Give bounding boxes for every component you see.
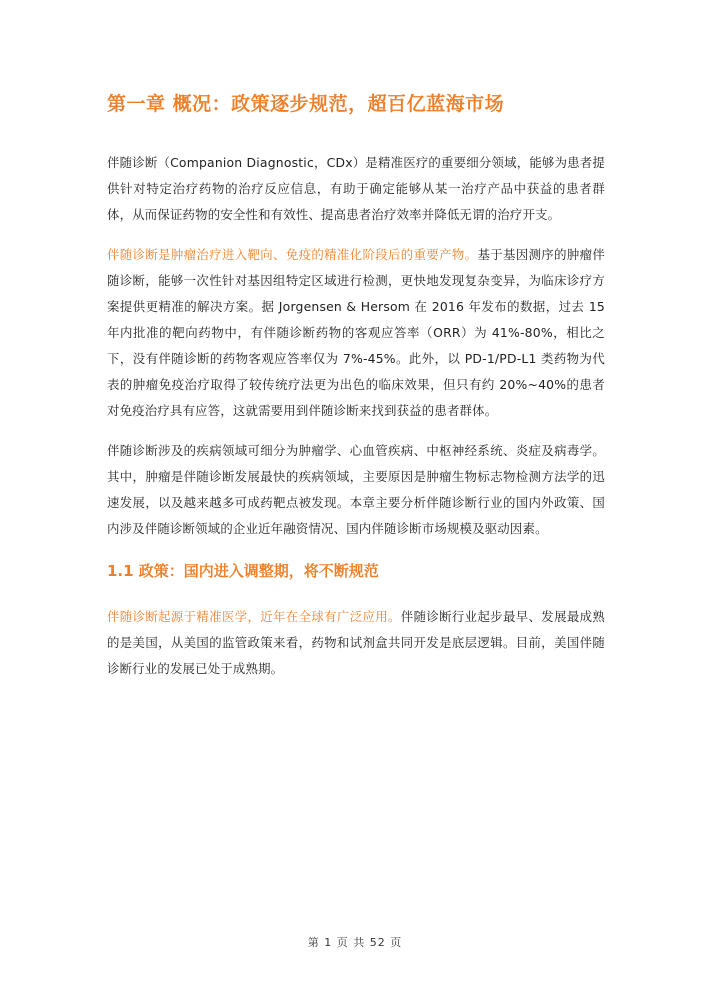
page-content — [107, 86, 605, 696]
highlight-text: 伴随诊断起源于精准医学，近年在全球有广泛应用。 — [107, 609, 401, 624]
body-text: 基于基因测序的肿瘤伴随诊断，能够一次性针对基因组特定区域进行检测，更快地发现复杂变异，为临床诊疗方案提供更精准的解决方案。据 Jorgensen & Hersom 在 2016 年发布的数据，过去 15 年内批准的靶向药物中，有伴随诊断药物的客观应答率（ORR）为 41%-80%，相比之下，没有伴随诊断的药物客观应答率仅为 7%-45%。此外，以 PD-1/PD-L1 类药物为代表的肿瘤免疫治疗取得了较传统疗法更为出色的临床效果，但只有约 20%~40%的患者对免疫治疗具有应答，这就需要用到伴随诊断来找到获益的患者群体。 — [107, 247, 605, 418]
body-text: 伴随诊断行业起步最早、发展最成熟的是美国，从美国的监管政策来看，药物和试剂盒共同开发是底层逻辑。目前，美国伴随诊断行业的发展已处于成熟期。 — [107, 609, 605, 676]
paragraph-cdx-tumor — [107, 242, 605, 424]
paragraph-disease-areas: 伴随诊断涉及的疾病领域可细分为肿瘤学、心血管疾病、中枢神经系统、炎症及病毒学。其中，肿瘤是伴随诊断发展最快的疾病领域，主要原因是肿瘤生物标志物检测方法学的迅速发展，以及越来越多可成药靶点被发现。本章主要分析伴随诊断行业的国内外政策、国内涉及伴随诊断领域的企业近年融资情况、国内伴随诊断市场规模及驱动因素。 — [107, 443, 605, 536]
paragraph-intro: 伴随诊断（Companion Diagnostic，CDx）是精准医疗的重要细分领域，能够为患者提供针对特定治疗药物的治疗反应信息，有助于确定能够从某一治疗产品中获益的患者群体，从而保证药物的安全性和有效性、提高患者治疗效率并降低无谓的治疗开支。 — [107, 155, 605, 222]
highlight-text: 伴随诊断是肿瘤治疗进入靶向、免疫的精准化阶段后的重要产物。 — [107, 247, 478, 262]
chapter-title: 第一章 概况：政策逐步规范，超百亿蓝海市场 — [107, 93, 505, 115]
page-footer: 第 1 页 共 52 页 — [307, 936, 403, 949]
section-title: 1.1 政策：国内进入调整期，将不断规范 — [107, 562, 379, 580]
paragraph-policy — [107, 604, 605, 682]
